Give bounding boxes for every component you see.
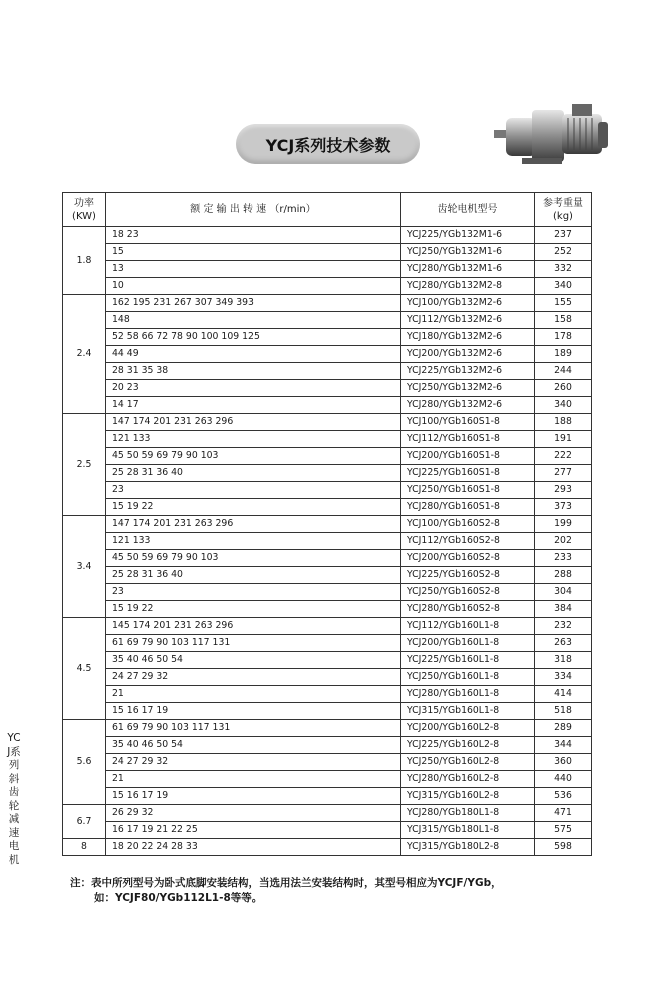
- footnote-line-1: 注：表中所列型号为卧式底脚安装结构，当选用法兰安装结构时，其型号相应为YCJF/YGb，: [70, 877, 502, 889]
- header-row: [63, 193, 592, 227]
- table-row: [63, 363, 592, 380]
- power-header-label: 功率: [74, 197, 94, 209]
- weight-cell: 344: [535, 737, 592, 754]
- side-series-label: YCJ系列斜齿轮减速电机: [7, 732, 21, 866]
- speed-cell: 24 27 29 32: [106, 754, 401, 771]
- speed-cell: 45 50 59 69 79 90 103: [106, 550, 401, 567]
- speed-header: 额 定 输 出 转 速 （r/min）: [106, 193, 401, 227]
- model-cell: YCJ280/YGb180L1-8: [401, 805, 535, 822]
- table-row: [63, 822, 592, 839]
- weight-cell: 244: [535, 363, 592, 380]
- weight-cell: 340: [535, 397, 592, 414]
- model-cell: YCJ250/YGb160S2-8: [401, 584, 535, 601]
- speed-cell: 13: [106, 261, 401, 278]
- weight-cell: 233: [535, 550, 592, 567]
- model-cell: YCJ180/YGb132M2-6: [401, 329, 535, 346]
- weight-cell: 318: [535, 652, 592, 669]
- table-row: [63, 448, 592, 465]
- weight-cell: 440: [535, 771, 592, 788]
- power-cell: 8: [63, 839, 106, 856]
- speed-cell: 121 133: [106, 431, 401, 448]
- power-cell: 6.7: [63, 805, 106, 839]
- weight-cell: 188: [535, 414, 592, 431]
- model-cell: YCJ315/YGb160L2-8: [401, 788, 535, 805]
- weight-cell: 384: [535, 601, 592, 618]
- model-cell: YCJ112/YGb160S2-8: [401, 533, 535, 550]
- footnote: [70, 876, 610, 906]
- model-cell: YCJ200/YGb160L2-8: [401, 720, 535, 737]
- weight-cell: 189: [535, 346, 592, 363]
- weight-cell: 232: [535, 618, 592, 635]
- speed-cell: 18 23: [106, 227, 401, 244]
- weight-cell: 536: [535, 788, 592, 805]
- weight-cell: 252: [535, 244, 592, 261]
- table-row: [63, 805, 592, 822]
- model-cell: YCJ100/YGb160S2-8: [401, 516, 535, 533]
- speed-cell: 26 29 32: [106, 805, 401, 822]
- speed-cell: 15 16 17 19: [106, 788, 401, 805]
- speed-cell: 15 19 22: [106, 499, 401, 516]
- weight-cell: 178: [535, 329, 592, 346]
- speed-cell: 35 40 46 50 54: [106, 737, 401, 754]
- speed-cell: 145 174 201 231 263 296: [106, 618, 401, 635]
- table-row: [63, 754, 592, 771]
- speed-cell: 23: [106, 584, 401, 601]
- table-row: [63, 686, 592, 703]
- speed-cell: 162 195 231 267 307 349 393: [106, 295, 401, 312]
- speed-cell: 52 58 66 72 78 90 100 109 125: [106, 329, 401, 346]
- model-cell: YCJ112/YGb132M2-6: [401, 312, 535, 329]
- speed-cell: 23: [106, 482, 401, 499]
- speed-cell: 20 23: [106, 380, 401, 397]
- speed-cell: 45 50 59 69 79 90 103: [106, 448, 401, 465]
- model-cell: YCJ315/YGb180L1-8: [401, 822, 535, 839]
- table-row: [63, 465, 592, 482]
- weight-cell: 332: [535, 261, 592, 278]
- power-header: [63, 193, 106, 227]
- model-cell: YCJ280/YGb160L2-8: [401, 771, 535, 788]
- model-cell: YCJ280/YGb132M1-6: [401, 261, 535, 278]
- speed-cell: 16 17 19 21 22 25: [106, 822, 401, 839]
- weight-cell: 293: [535, 482, 592, 499]
- power-cell: 2.4: [63, 295, 106, 414]
- weight-cell: 414: [535, 686, 592, 703]
- model-cell: YCJ250/YGb160L2-8: [401, 754, 535, 771]
- weight-cell: 288: [535, 567, 592, 584]
- footnote-line-2: 如：YCJF80/YGb112L1-8等等。: [94, 892, 263, 904]
- model-cell: YCJ112/YGb160L1-8: [401, 618, 535, 635]
- speed-cell: 14 17: [106, 397, 401, 414]
- speed-cell: 25 28 31 36 40: [106, 567, 401, 584]
- table-row: [63, 397, 592, 414]
- table-row: [63, 584, 592, 601]
- model-cell: YCJ250/YGb160S1-8: [401, 482, 535, 499]
- weight-cell: 202: [535, 533, 592, 550]
- model-cell: YCJ200/YGb160S2-8: [401, 550, 535, 567]
- model-cell: YCJ225/YGb132M1-6: [401, 227, 535, 244]
- weight-cell: 155: [535, 295, 592, 312]
- weight-header-label: 参考重量: [543, 197, 583, 209]
- speed-cell: 147 174 201 231 263 296: [106, 414, 401, 431]
- model-cell: YCJ200/YGb160L1-8: [401, 635, 535, 652]
- weight-cell: 158: [535, 312, 592, 329]
- speed-cell: 35 40 46 50 54: [106, 652, 401, 669]
- table-row: [63, 380, 592, 397]
- model-cell: YCJ280/YGb160L1-8: [401, 686, 535, 703]
- table-row: [63, 499, 592, 516]
- speed-cell: 25 28 31 36 40: [106, 465, 401, 482]
- power-cell: 4.5: [63, 618, 106, 720]
- model-cell: YCJ250/YGb132M2-6: [401, 380, 535, 397]
- model-cell: YCJ200/YGb160S1-8: [401, 448, 535, 465]
- power-cell: 5.6: [63, 720, 106, 805]
- weight-cell: 304: [535, 584, 592, 601]
- weight-cell: 575: [535, 822, 592, 839]
- technical-parameters-table: [62, 192, 592, 856]
- weight-cell: 598: [535, 839, 592, 856]
- speed-cell: 15 19 22: [106, 601, 401, 618]
- weight-cell: 518: [535, 703, 592, 720]
- table-row: [63, 431, 592, 448]
- speed-cell: 21: [106, 771, 401, 788]
- table-row: [63, 244, 592, 261]
- speed-cell: 10: [106, 278, 401, 295]
- table-row: [63, 346, 592, 363]
- weight-cell: 237: [535, 227, 592, 244]
- model-cell: YCJ250/YGb160L1-8: [401, 669, 535, 686]
- weight-cell: 289: [535, 720, 592, 737]
- model-cell: YCJ250/YGb132M1-6: [401, 244, 535, 261]
- model-cell: YCJ315/YGb180L2-8: [401, 839, 535, 856]
- speed-cell: 44 49: [106, 346, 401, 363]
- speed-cell: 121 133: [106, 533, 401, 550]
- model-header: 齿轮电机型号: [401, 193, 535, 227]
- table-row: [63, 720, 592, 737]
- weight-cell: 260: [535, 380, 592, 397]
- table-row: [63, 227, 592, 244]
- table-row: [63, 567, 592, 584]
- speed-cell: 147 174 201 231 263 296: [106, 516, 401, 533]
- table-row: [63, 703, 592, 720]
- speed-cell: 15: [106, 244, 401, 261]
- gear-motor-image: [492, 96, 612, 172]
- table-row: [63, 618, 592, 635]
- table-row: [63, 533, 592, 550]
- table-row: [63, 295, 592, 312]
- model-cell: YCJ112/YGb160S1-8: [401, 431, 535, 448]
- table-row: [63, 312, 592, 329]
- model-cell: YCJ100/YGb160S1-8: [401, 414, 535, 431]
- model-cell: YCJ100/YGb132M2-6: [401, 295, 535, 312]
- model-cell: YCJ225/YGb132M2-6: [401, 363, 535, 380]
- power-cell: 2.5: [63, 414, 106, 516]
- model-cell: YCJ280/YGb132M2-6: [401, 397, 535, 414]
- weight-cell: 222: [535, 448, 592, 465]
- model-cell: YCJ225/YGb160L1-8: [401, 652, 535, 669]
- table-row: [63, 669, 592, 686]
- weight-cell: 277: [535, 465, 592, 482]
- speed-cell: 21: [106, 686, 401, 703]
- weight-cell: 340: [535, 278, 592, 295]
- speed-cell: 148: [106, 312, 401, 329]
- model-cell: YCJ225/YGb160L2-8: [401, 737, 535, 754]
- speed-cell: 28 31 35 38: [106, 363, 401, 380]
- power-header-unit: (KW): [72, 210, 96, 222]
- table-row: [63, 278, 592, 295]
- power-cell: 1.8: [63, 227, 106, 295]
- model-cell: YCJ225/YGb160S1-8: [401, 465, 535, 482]
- table-row: [63, 652, 592, 669]
- page-title: YCJ系列技术参数: [236, 124, 420, 164]
- table-row: [63, 771, 592, 788]
- table-row: [63, 261, 592, 278]
- weight-cell: 373: [535, 499, 592, 516]
- power-cell: 3.4: [63, 516, 106, 618]
- weight-cell: 199: [535, 516, 592, 533]
- table-row: [63, 550, 592, 567]
- table-row: [63, 329, 592, 346]
- speed-cell: 18 20 22 24 28 33: [106, 839, 401, 856]
- table-body: [63, 227, 592, 856]
- weight-cell: 471: [535, 805, 592, 822]
- model-cell: YCJ315/YGb160L1-8: [401, 703, 535, 720]
- weight-header: [535, 193, 592, 227]
- weight-cell: 263: [535, 635, 592, 652]
- table-row: [63, 635, 592, 652]
- weight-cell: 360: [535, 754, 592, 771]
- speed-cell: 24 27 29 32: [106, 669, 401, 686]
- model-cell: YCJ280/YGb160S1-8: [401, 499, 535, 516]
- table-row: [63, 516, 592, 533]
- table-row: [63, 839, 592, 856]
- table-row: [63, 414, 592, 431]
- speed-cell: 61 69 79 90 103 117 131: [106, 635, 401, 652]
- table-row: [63, 482, 592, 499]
- model-cell: YCJ280/YGb160S2-8: [401, 601, 535, 618]
- table-row: [63, 788, 592, 805]
- table-row: [63, 601, 592, 618]
- model-cell: YCJ280/YGb132M2-8: [401, 278, 535, 295]
- speed-cell: 15 16 17 19: [106, 703, 401, 720]
- model-cell: YCJ225/YGb160S2-8: [401, 567, 535, 584]
- weight-cell: 334: [535, 669, 592, 686]
- table-row: [63, 737, 592, 754]
- speed-cell: 61 69 79 90 103 117 131: [106, 720, 401, 737]
- weight-header-unit: (kg): [553, 210, 573, 222]
- model-cell: YCJ200/YGb132M2-6: [401, 346, 535, 363]
- weight-cell: 191: [535, 431, 592, 448]
